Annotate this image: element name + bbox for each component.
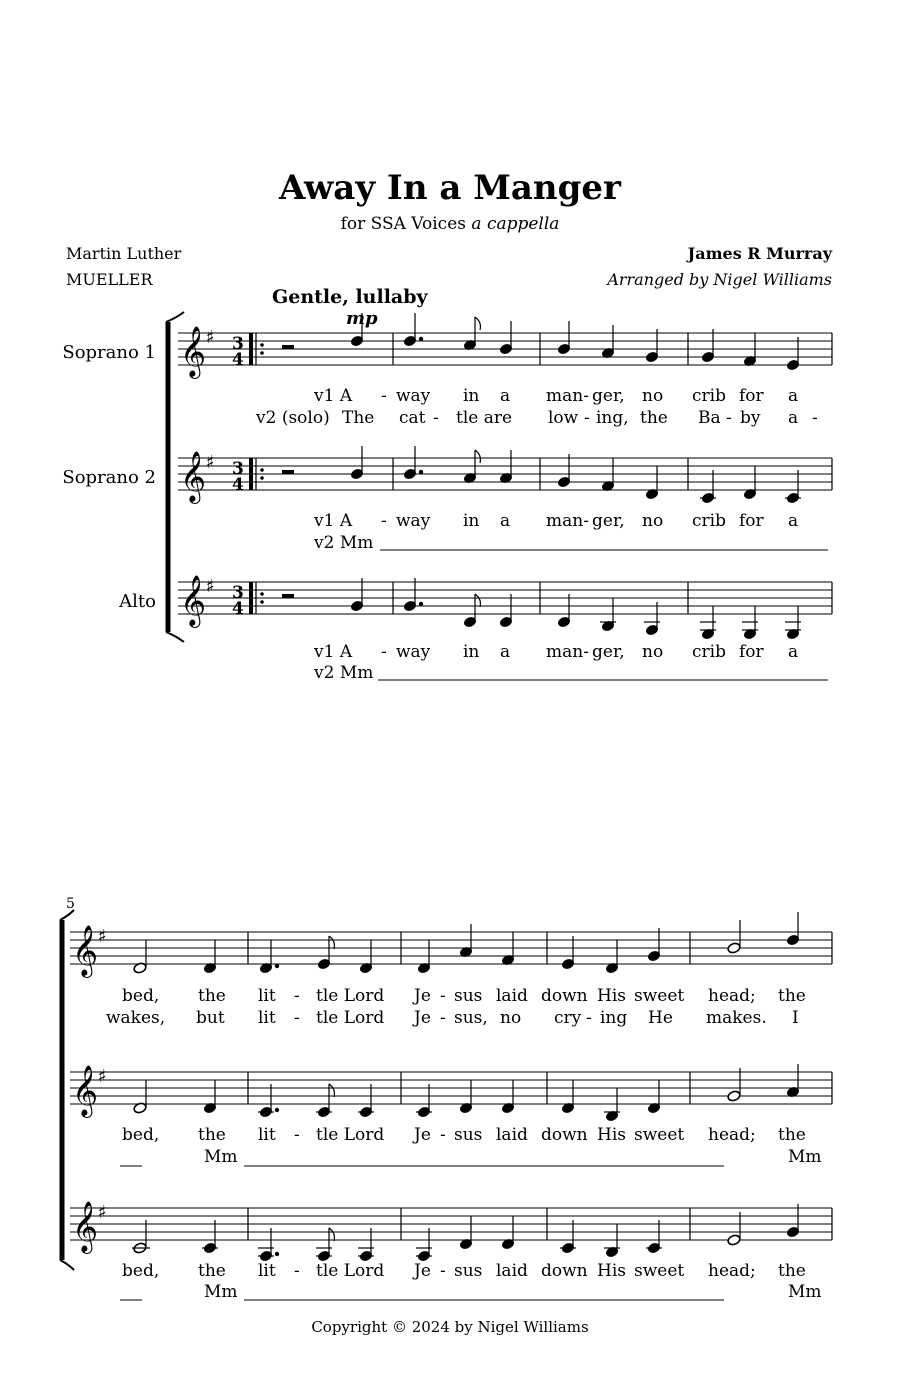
lyric: He [648,1008,673,1028]
lyric: sus [454,1125,483,1145]
svg-text:♯: ♯ [98,1066,107,1087]
lyric: - [726,408,732,428]
lyric: sus, [454,1008,488,1028]
lyric: in [463,642,480,662]
treble-clef-icon: 𝄞 [72,1201,99,1252]
lyric: no [642,511,664,531]
lyric: ing, [596,408,629,428]
lyricist-line1: Martin Luther [66,244,182,263]
lyric: - [381,511,387,531]
svg-text:4: 4 [232,350,244,370]
treble-clef-icon: 𝄞 [72,1065,99,1116]
lyric: for [739,642,764,662]
lyric: Mm [788,1147,822,1167]
lyric: v1 A [314,642,353,662]
lyric: His [597,1261,626,1281]
lyric: - [440,1008,446,1028]
lyric: His [597,986,626,1006]
lyric: a [788,511,799,531]
notes-2-soprano-1 [133,912,800,974]
measure-number: 5 [66,896,75,912]
subtitle-prefix: for SSA Voices [340,214,472,234]
lyric: v2 Mm [314,533,374,553]
lyric: bed, [122,1125,160,1145]
lyric: - [294,1008,300,1028]
lyric: head; [708,1261,756,1281]
lyric: sus [454,986,483,1006]
lyric: ger, [592,511,625,531]
lyric: - [584,408,590,428]
lyric: v1 A [314,511,353,531]
lyric: a [500,511,511,531]
lyric: a [788,386,799,406]
arranger-credit: Arranged by Nigel Williams [607,270,832,289]
svg-text:3: 3 [232,459,244,479]
lyric: way [396,642,431,662]
lyric: crib [692,386,726,406]
lyric: lit [258,1125,276,1145]
lyric: down [541,1125,588,1145]
lyric: v2 Mm [314,663,374,683]
lyric: wakes, [106,1008,166,1028]
notes-2-soprano-2 [133,1064,800,1122]
lyric: crib [692,642,726,662]
lyric: the [198,986,226,1006]
lyric: a [500,386,511,406]
staff-prefix-alto [180,575,264,628]
lyric: the [778,1261,806,1281]
lyric: the [640,408,668,428]
lyric: tle Lord [316,986,385,1006]
lyric: by [740,408,761,428]
lyric: Je [414,986,431,1006]
score-title: Away In a Manger [279,168,621,208]
system-2 [60,910,832,1300]
lyric: - [294,1261,300,1281]
lyric: bed, [122,986,160,1006]
dynamic-marking: mp [346,308,378,329]
notes-alto [350,578,801,640]
staff-prefix-s1 [180,326,264,379]
treble-clef-icon: 𝄞 [180,326,207,377]
lyric: - [294,986,300,1006]
lyric: ger, [592,642,625,662]
lyric: no [500,1008,522,1028]
lyric: makes. [706,1008,767,1028]
notes-soprano-1 [350,313,799,371]
notes-2-alto [132,1204,800,1262]
lyric: The [342,408,375,428]
lyric: the [778,986,806,1006]
lyric: - [440,1125,446,1145]
lyric: head; [708,1125,756,1145]
lyric: lit [258,986,276,1006]
lyric: in [463,386,480,406]
part-name-alto: Alto [119,591,156,612]
lyric: laid [496,1125,528,1145]
lyric: Je [414,1261,431,1281]
lyric: down [541,1261,588,1281]
lyric: for [739,386,764,406]
staff2-prefixes [72,925,107,1254]
part-name-soprano-2: Soprano 2 [62,467,156,488]
svg-text:♯: ♯ [206,576,215,597]
lyric: sweet [634,1125,685,1145]
lyric: Mm [204,1147,238,1167]
lyric: down [541,986,588,1006]
lyric: - [440,1261,446,1281]
lyric: - [433,408,439,428]
staff-2-soprano-1 [70,932,832,964]
lyric: way [396,386,431,406]
lyricist-line2: MUELLER [66,270,153,289]
treble-clef-icon: 𝄞 [72,925,99,976]
lyric: - [440,986,446,1006]
lyric: tle are [456,408,513,428]
lyric: - [294,1125,300,1145]
lyric: cat [399,408,426,428]
lyric: sweet [634,986,685,1006]
lyric: head; [708,986,756,1006]
treble-clef-icon: 𝄞 [180,451,207,502]
lyric: lit [258,1008,276,1028]
lyric: Ba [698,408,721,428]
svg-text:♯: ♯ [206,452,215,473]
subtitle-style: a cappella [471,214,560,234]
lyric: no [642,386,664,406]
system-1 [166,312,832,680]
staff-2-alto [70,1208,832,1240]
part-name-soprano-1: Soprano 1 [62,342,156,363]
lyric: - [381,386,387,406]
lyric: laid [496,986,528,1006]
lyric: - [586,1008,592,1028]
staff-alto [178,582,832,614]
staff-prefix-s2 [180,451,264,504]
lyric: tle Lord [316,1261,385,1281]
lyric: man- [546,386,589,406]
svg-text:4: 4 [232,599,244,619]
lyric: Je [414,1125,431,1145]
lyric: v2 (solo) [256,408,330,428]
lyric: laid [496,1261,528,1281]
lyric: ger, [592,386,625,406]
lyric: for [739,511,764,531]
lyric: v1 A [314,386,353,406]
lyric: Je [414,1008,431,1028]
copyright-notice: Copyright © 2024 by Nigel Williams [311,1318,589,1336]
lyric: but [196,1008,225,1028]
lyric: the [778,1125,806,1145]
svg-text:4: 4 [232,475,244,495]
svg-text:♯: ♯ [98,1202,107,1223]
lyric: tle Lord [316,1008,385,1028]
lyric: tle Lord [316,1125,385,1145]
lyric: - [812,408,818,428]
lyric: in [463,511,480,531]
lyric: Mm [204,1282,238,1302]
lyric: no [642,642,664,662]
lyric: sus [454,1261,483,1281]
lyric: - [381,642,387,662]
svg-text:♯: ♯ [206,327,215,348]
notes-soprano-2 [350,446,801,504]
lyric: man- [546,642,589,662]
lyric: way [396,511,431,531]
lyric: a [500,642,511,662]
composer-credit: James R Murray [687,244,832,263]
treble-clef-icon: 𝄞 [180,575,207,626]
svg-text:3: 3 [232,583,244,603]
staff-2-soprano-2 [70,1072,832,1104]
svg-text:♯: ♯ [98,926,107,947]
lyric: Mm [788,1282,822,1302]
lyric: a [788,408,799,428]
lyric: a [788,642,799,662]
lyric: crib [692,511,726,531]
lyric: His [597,1125,626,1145]
lyric: bed, [122,1261,160,1281]
lyric: the [198,1261,226,1281]
tempo-marking: Gentle, lullaby [272,286,428,308]
lyric: the [198,1125,226,1145]
lyric: man- [546,511,589,531]
lyric: ing [600,1008,628,1028]
lyric: lit [258,1261,276,1281]
lyric: cry [554,1008,582,1028]
svg-text:3: 3 [232,334,244,354]
lyric: low [548,408,579,428]
lyric: sweet [634,1261,685,1281]
lyric: I [792,1008,799,1028]
